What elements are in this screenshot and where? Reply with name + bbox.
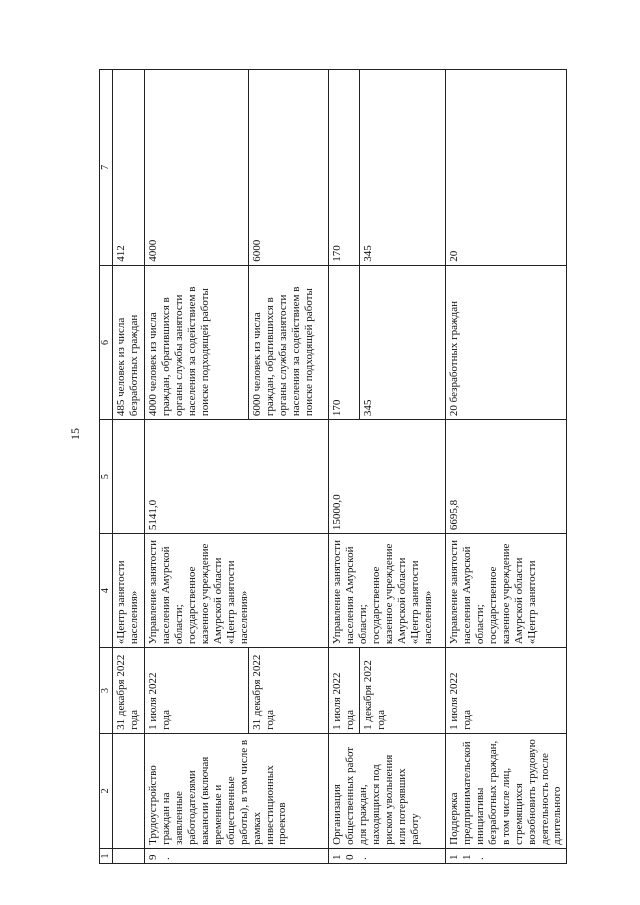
row-number: 10. xyxy=(328,848,445,863)
row-number: 9. xyxy=(144,848,328,863)
indicator-value: 4000 xyxy=(144,70,248,266)
deadline: 1 декабря 2022 года xyxy=(359,648,445,734)
table-row xyxy=(445,70,567,864)
deadline: 31 декабря 2022 года xyxy=(248,648,328,734)
indicator-value: 20 xyxy=(445,70,567,266)
deadline: 1 июля 2022 года xyxy=(328,648,359,734)
column-number: 1 xyxy=(100,848,113,863)
row-number xyxy=(112,848,144,863)
indicator-value: 412 xyxy=(112,70,144,266)
deadline: 1 июля 2022 года xyxy=(445,648,567,734)
column-number: 2 xyxy=(100,733,113,848)
deadline: 31 декабря 2022 года xyxy=(112,648,144,734)
indicator-text: 6000 человек из числа граждан, обратившихся в органы службы занятости населения за содействием в поиске подходящей работы xyxy=(248,265,328,419)
indicator-value: 6000 xyxy=(248,70,328,266)
responsible-org: «Центр занятости населения» xyxy=(112,534,144,648)
responsible-org: Управление занятости населения Амурской области; государственное казенное учреждение Амурской области «Центр занятости xyxy=(445,534,567,648)
table-row xyxy=(144,70,248,864)
measure-name: Поддержка предпринимательской инициативы безработных граждан, в том числе лиц, стремящихся возобновить трудовую деятельность после длительного xyxy=(445,733,567,848)
indicator-text: 345 xyxy=(359,265,445,419)
column-number: 3 xyxy=(100,648,113,734)
funding-amount: 5141,0 xyxy=(144,420,328,534)
measure-name xyxy=(112,733,144,848)
page-number: 15 xyxy=(68,428,82,440)
measure-name: Организация общественных работ для граждан, находящихся под риском увольнения или потерявших работу xyxy=(328,733,445,848)
deadline: 1 июля 2022 года xyxy=(144,648,248,734)
indicator-text: 20 безработных граждан xyxy=(445,265,567,419)
funding-amount xyxy=(112,420,144,534)
responsible-org: Управление занятости населения Амурской области; государственное казенное учреждение Амурской области «Центр занятости населения» xyxy=(144,534,328,648)
column-number: 5 xyxy=(100,420,113,534)
rotated-table-wrapper xyxy=(99,69,564,864)
indicator-text: 170 xyxy=(328,265,359,419)
funding-amount: 15000,0 xyxy=(328,420,445,534)
continuation-row xyxy=(112,70,144,864)
column-number: 4 xyxy=(100,534,113,648)
column-number: 7 xyxy=(100,70,113,266)
indicator-text: 485 человек из числа безработных граждан xyxy=(112,265,144,419)
column-number-row xyxy=(100,70,113,864)
indicator-value: 345 xyxy=(359,70,445,266)
indicator-value: 170 xyxy=(328,70,359,266)
measure-name: Трудоустройство граждан на заявленные работодателями вакансии (включая временные и общественные работы), в том числе в рамках инвестиционных проектов xyxy=(144,733,328,848)
column-number: 6 xyxy=(100,265,113,419)
row-number: 11. xyxy=(445,848,567,863)
table-row xyxy=(328,70,359,864)
indicator-text: 4000 человек из числа граждан, обратившихся в органы службы занятости населения за содействием в поиске подходящей работы xyxy=(144,265,248,419)
measures-table xyxy=(99,69,567,864)
responsible-org: Управление занятости населения Амурской области; государственное казенное учреждение Амурской области «Центр занятости населения» xyxy=(328,534,445,648)
funding-amount: 6695,8 xyxy=(445,420,567,534)
